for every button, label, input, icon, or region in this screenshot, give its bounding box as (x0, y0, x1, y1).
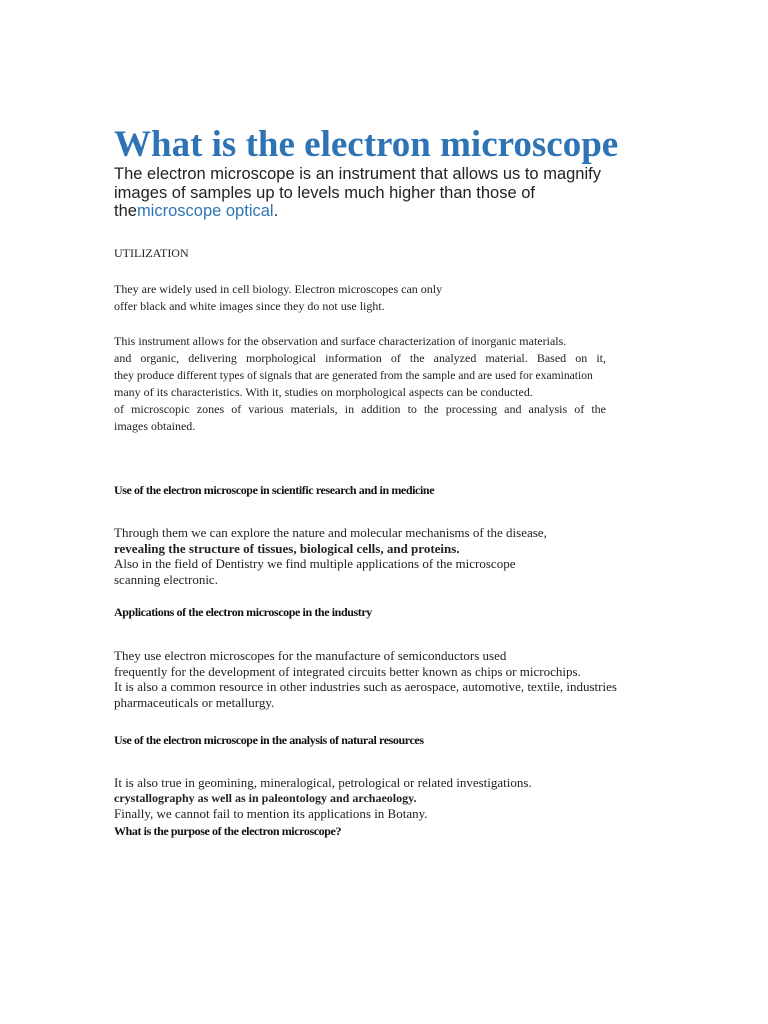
intro-text: The electron microscope is an instrument that allows us to magnify images of samples up to levels much higher than those of the (114, 165, 601, 220)
purpose-question: What is the purpose of the electron microscope? (114, 824, 342, 838)
text-line: and organic, delivering morphological information of the analyzed material. Based on it, (114, 351, 606, 365)
text-line: scanning electronic. (114, 571, 218, 587)
text-line: They use electron microscopes for the manufacture of semiconductors used (114, 648, 507, 663)
intro-end: . (273, 202, 279, 220)
text-line: Also in the field of Dentistry we find multiple applications of the microscope (114, 556, 516, 572)
text-line: offer black and white images since they do not use light. (114, 299, 385, 313)
utilization-label: UTILIZATION (114, 246, 189, 260)
text-line: It is also true in geomining, mineralogical, petrological or related investigations. (114, 775, 532, 790)
medicine-heading: Use of the electron microscope in scientific research and in medicine (114, 483, 435, 497)
resources-heading: Use of the electron microscope in the analysis of natural resources (114, 733, 424, 747)
text-line: of microscopic zones of various materials, in addition to the processing and analysis of the (114, 402, 606, 416)
resources-paragraph (114, 775, 634, 822)
text-line: they produce different types of signals that are generated from the sample and are used for examination (114, 369, 593, 382)
text-line: Finally, we cannot fail to mention its applications in Botany. (114, 806, 428, 822)
document-page (114, 124, 639, 838)
text-line-bold: revealing the structure of tissues, biological cells, and proteins. (114, 540, 460, 556)
text-line: pharmaceuticals or metallurgy. (114, 694, 275, 710)
medicine-paragraph (114, 525, 634, 587)
microscope-optical-link[interactable]: microscope optical (136, 202, 274, 220)
text-line: This instrument allows for the observation and surface characterization of inorganic materials. (114, 334, 567, 348)
text-line: They are widely used in cell biology. Electron microscopes can only (114, 282, 443, 296)
text-line: many of its characteristics. With it, studies on morphological aspects can be conducted. (114, 385, 533, 399)
industry-heading: Applications of the electron microscope in the industry (114, 605, 372, 619)
intro-paragraph (114, 165, 639, 221)
page-title: What is the electron microscope (114, 124, 619, 165)
utilization-paragraph-2 (114, 333, 606, 435)
text-line: Through them we can explore the nature and molecular mechanisms of the disease, (114, 525, 547, 540)
text-line: It is also a common resource in other industries such as aerospace, automotive, textile, industries (114, 679, 617, 695)
text-line-bold: crystallography as well as in paleontology and archaeology. (114, 790, 417, 805)
text-line: frequently for the development of integrated circuits better known as chips or microchips. (114, 663, 581, 679)
industry-paragraph (114, 648, 639, 710)
text-line: images obtained. (114, 419, 196, 433)
utilization-paragraph-1 (114, 281, 606, 315)
